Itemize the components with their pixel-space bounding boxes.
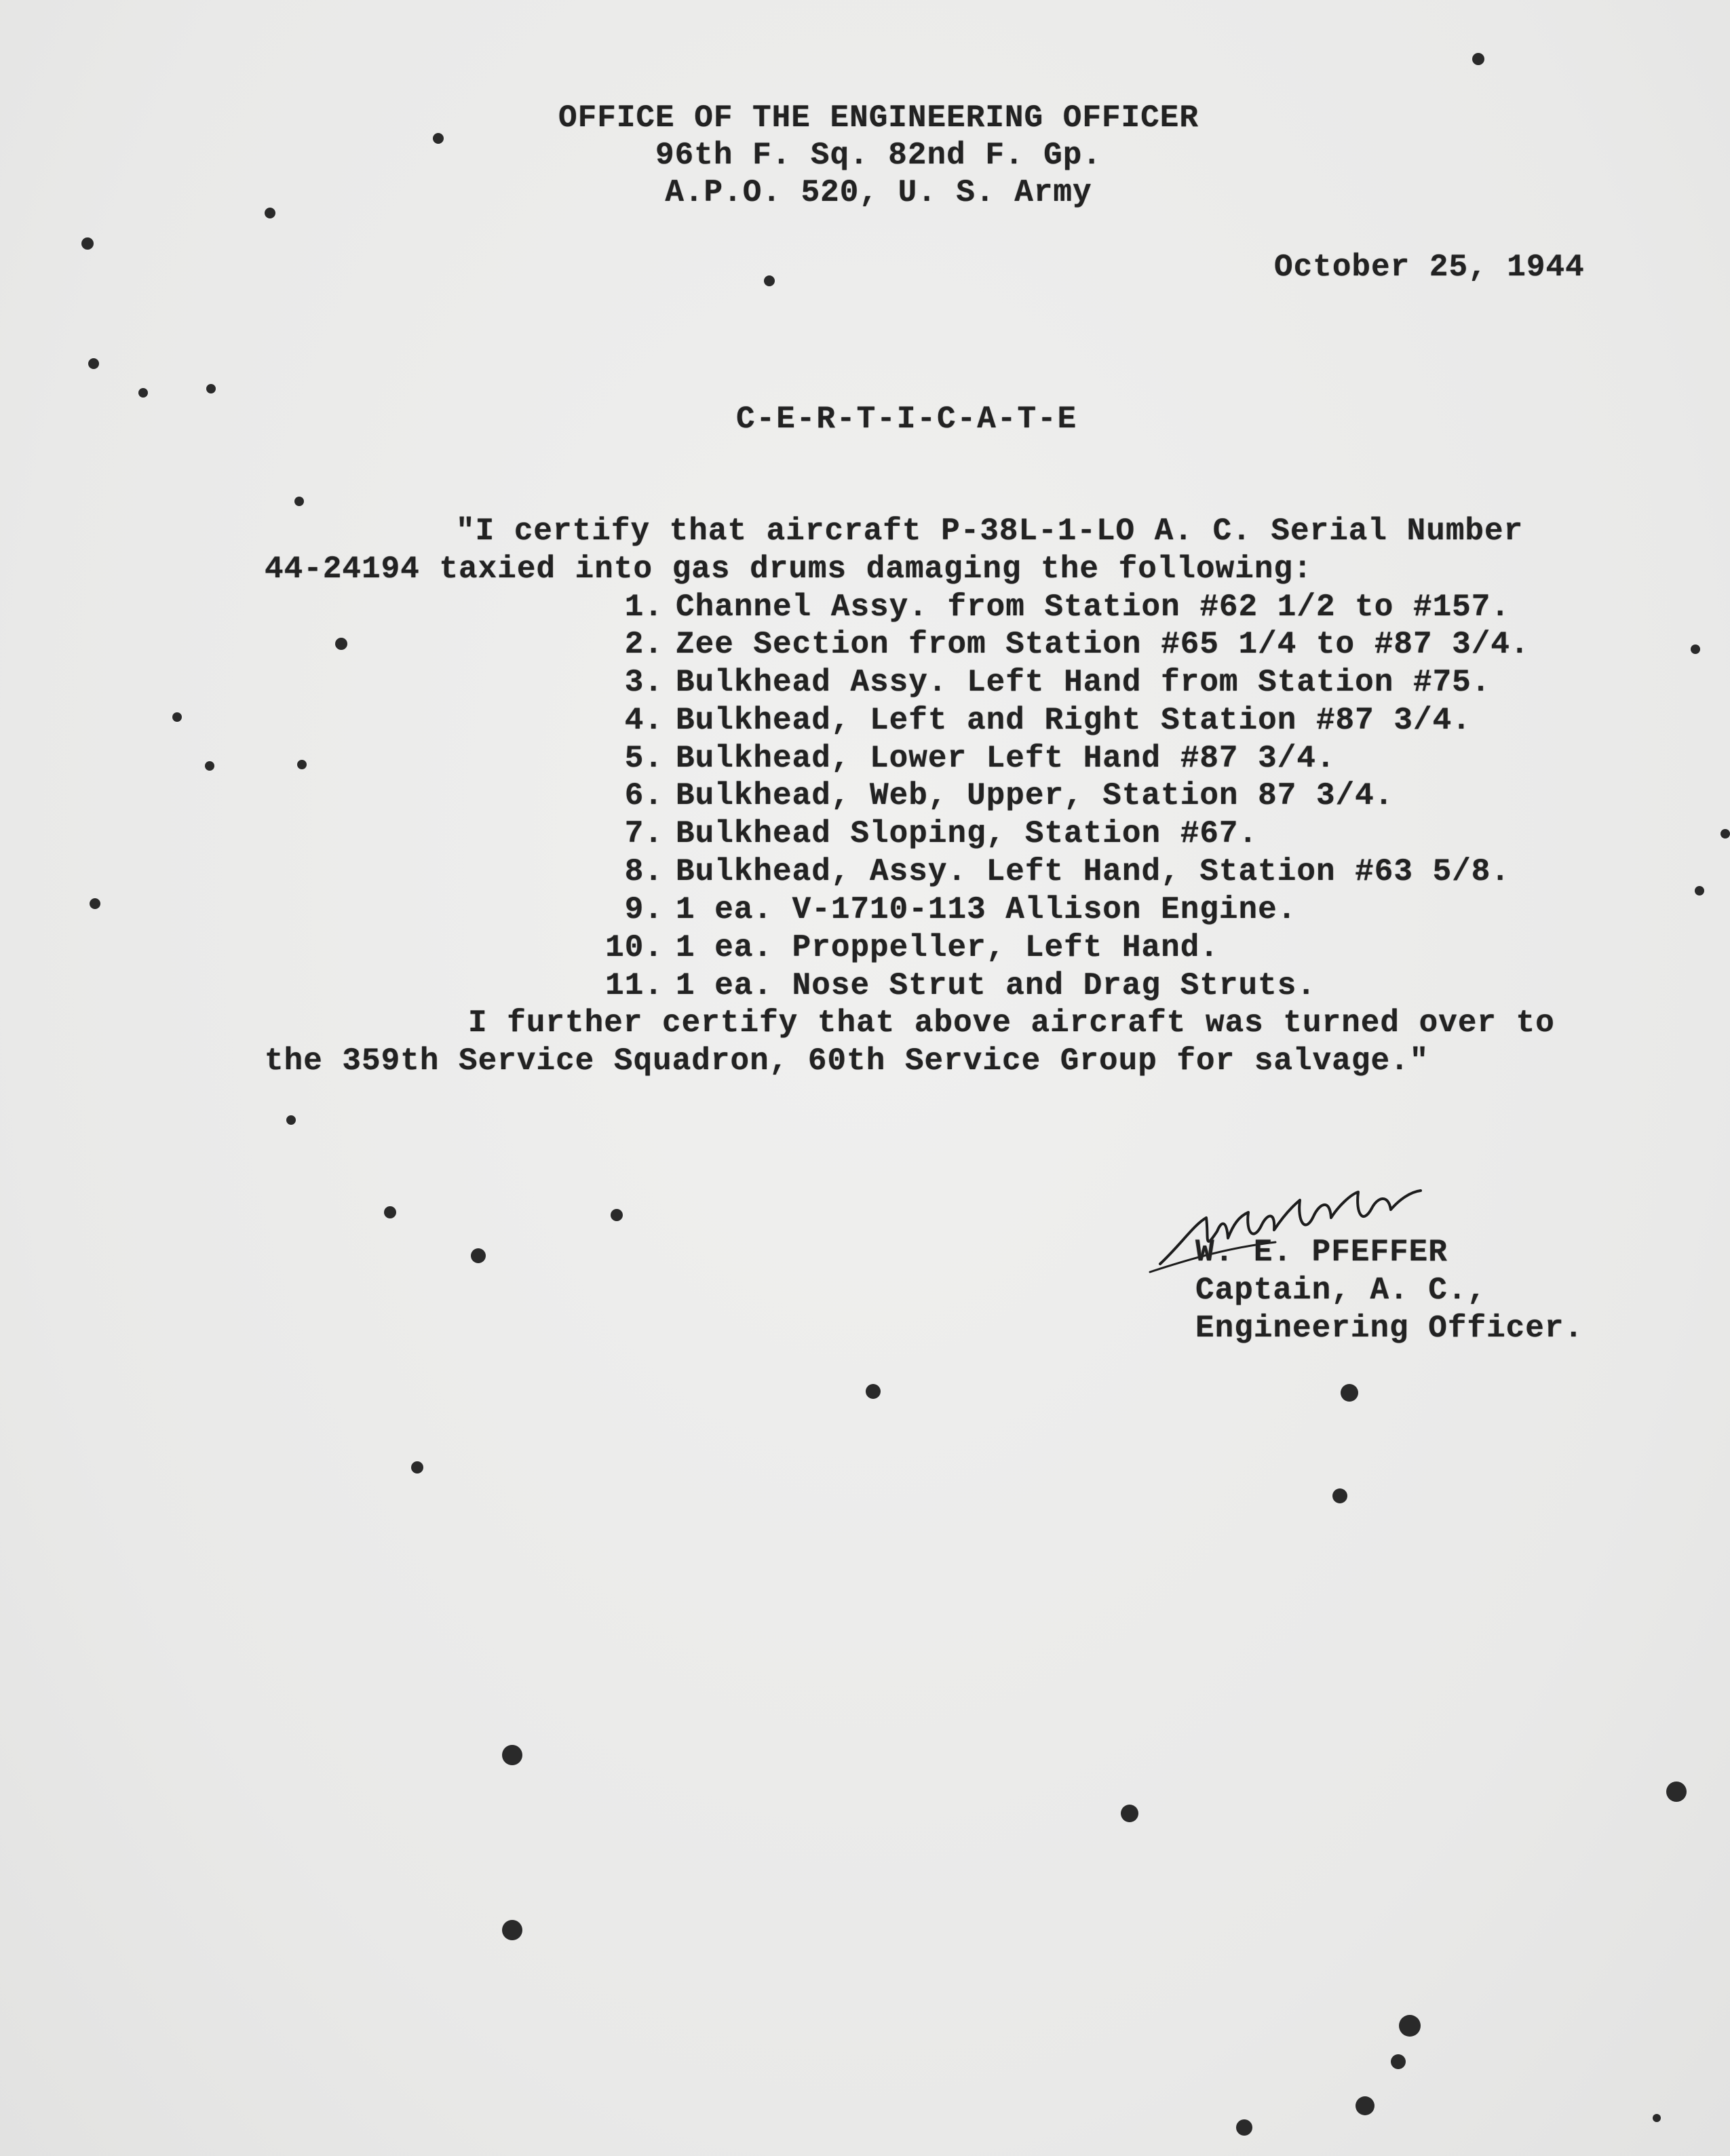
- scan-speck: [1691, 644, 1700, 654]
- item-description: Bulkhead, Left and Right Station #87 3/4.: [676, 703, 1472, 738]
- item-number: 9.: [624, 892, 664, 927]
- scan-speck: [411, 1461, 423, 1474]
- item-description: Bulkhead, Lower Left Hand #87 3/4.: [676, 741, 1336, 776]
- item-number: 11.: [605, 968, 664, 1003]
- scan-speck: [335, 638, 347, 650]
- scan-speck: [297, 760, 307, 769]
- item-number: 7.: [624, 816, 664, 851]
- certification-line-1: "I certify that aircraft P-38L-1-LO A. C. Serial Number: [456, 514, 1524, 549]
- scan-speck: [138, 388, 148, 398]
- document-date: October 25, 1944: [1274, 250, 1585, 285]
- item-number: 6.: [624, 778, 664, 813]
- scan-speck: [90, 898, 100, 909]
- item-description: 1 ea. Proppeller, Left Hand.: [676, 930, 1219, 965]
- signer-name: W. E. PFEFFER: [1195, 1235, 1448, 1270]
- scan-speck: [471, 1248, 486, 1263]
- scan-speck: [433, 133, 444, 144]
- item-description: Channel Assy. from Station #62 1/2 to #157.: [676, 590, 1510, 625]
- scan-speck: [205, 761, 214, 771]
- scan-speck: [1391, 2054, 1406, 2069]
- scan-speck: [1695, 886, 1704, 896]
- scan-speck: [81, 237, 94, 250]
- office-heading: OFFICE OF THE ENGINEERING OFFICER: [558, 100, 1199, 136]
- scan-speck: [611, 1209, 623, 1221]
- apo-heading: A.P.O. 520, U. S. Army: [665, 175, 1092, 210]
- item-description: Bulkhead, Assy. Left Hand, Station #63 5/8.: [676, 854, 1510, 889]
- scan-speck: [265, 208, 275, 218]
- scan-speck: [502, 1745, 522, 1765]
- item-description: Bulkhead, Web, Upper, Station 87 3/4.: [676, 778, 1394, 813]
- further-certification-line-1: I further certify that above aircraft was turned over to: [468, 1005, 1555, 1041]
- certification-line-2: 44-24194 taxied into gas drums damaging the following:: [265, 552, 1313, 587]
- scan-speck: [1472, 53, 1484, 65]
- scan-speck: [88, 358, 99, 369]
- item-number: 1.: [624, 590, 664, 625]
- item-description: 1 ea. V-1710-113 Allison Engine.: [676, 892, 1297, 927]
- scan-speck: [1121, 1805, 1138, 1822]
- item-number: 4.: [624, 703, 664, 738]
- scan-speck: [1332, 1488, 1347, 1503]
- scan-speck: [206, 384, 216, 393]
- scan-speck: [1653, 2114, 1661, 2122]
- scan-speck: [172, 712, 182, 722]
- scan-speck: [294, 497, 304, 506]
- scan-speck: [1341, 1384, 1358, 1402]
- signer-rank: Captain, A. C.,: [1195, 1273, 1487, 1308]
- further-certification-line-2: the 359th Service Squadron, 60th Service Group for salvage.": [265, 1043, 1429, 1079]
- scan-speck: [1236, 2119, 1252, 2136]
- signer-position: Engineering Officer.: [1195, 1311, 1584, 1346]
- item-description: Bulkhead Assy. Left Hand from Station #75.: [676, 665, 1491, 700]
- item-description: Zee Section from Station #65 1/4 to #87 3/4.: [676, 627, 1530, 662]
- scan-speck: [1356, 2096, 1375, 2115]
- item-number: 5.: [624, 741, 664, 776]
- scan-speck: [1666, 1782, 1687, 1802]
- scan-speck: [286, 1115, 296, 1125]
- scan-speck: [502, 1920, 522, 1940]
- item-number: 3.: [624, 665, 664, 700]
- item-description: 1 ea. Nose Strut and Drag Struts.: [676, 968, 1316, 1003]
- item-number: 10.: [605, 930, 664, 965]
- scan-speck: [1399, 2015, 1421, 2037]
- scan-speck: [384, 1206, 396, 1218]
- scan-speck: [764, 275, 775, 286]
- item-number: 2.: [624, 627, 664, 662]
- item-description: Bulkhead Sloping, Station #67.: [676, 816, 1258, 851]
- certificate-title: C-E-R-T-I-C-A-T-E: [736, 402, 1078, 437]
- item-number: 8.: [624, 854, 664, 889]
- scan-speck: [866, 1384, 881, 1399]
- unit-heading: 96th F. Sq. 82nd F. Gp.: [655, 138, 1102, 173]
- scan-speck: [1721, 829, 1730, 839]
